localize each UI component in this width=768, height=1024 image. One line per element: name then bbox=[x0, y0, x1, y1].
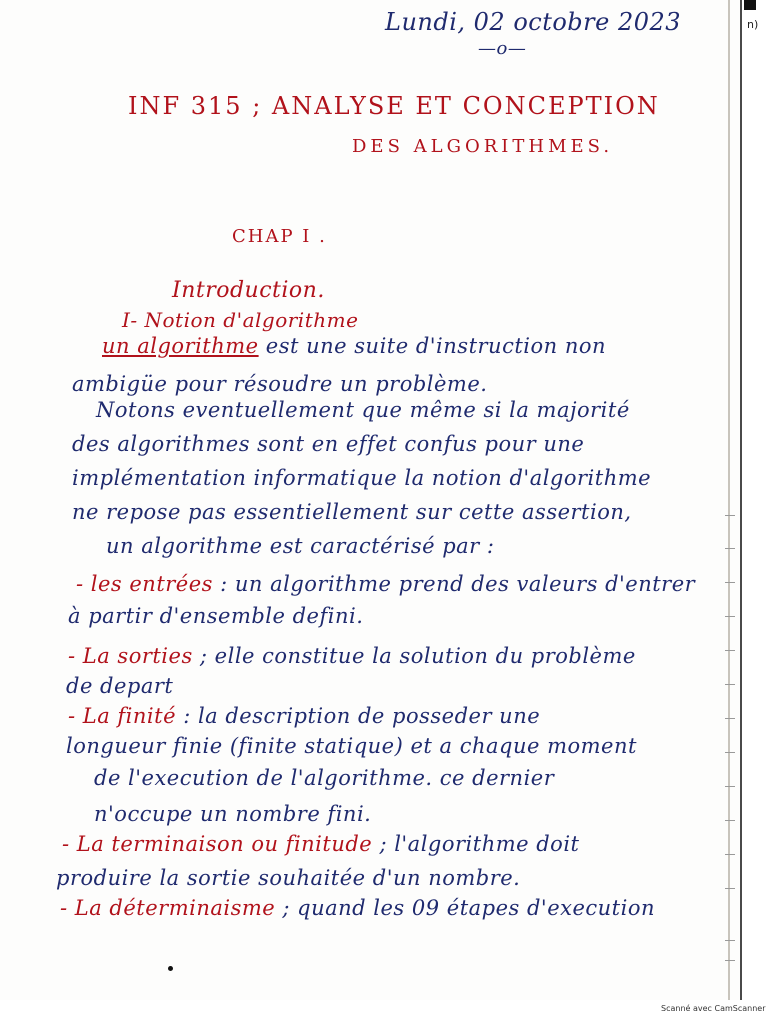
margin-line bbox=[728, 0, 730, 1000]
characteristic-text: ; elle constitue la solution du problème bbox=[199, 644, 636, 668]
ink-dot bbox=[168, 966, 173, 971]
characteristic-text: ; quand les 09 étapes d'execution bbox=[282, 896, 655, 920]
definition-line1 bbox=[102, 334, 606, 358]
chapter-heading: CHAP I . bbox=[232, 226, 327, 247]
section-notion: I- Notion d'algorithme bbox=[122, 308, 359, 332]
definition-term: un algorithme bbox=[102, 334, 259, 358]
characteristic-line bbox=[68, 644, 636, 668]
characteristic-text: ; l'algorithme doit bbox=[379, 832, 580, 856]
paragraph-line: Notons eventuellement que même si la majorité bbox=[96, 398, 630, 422]
course-title-line2: DES ALGORITHMES. bbox=[352, 136, 614, 157]
scan-edge bbox=[744, 0, 768, 1024]
characteristic-text: : un algorithme prend des valeurs d'entrer bbox=[220, 572, 696, 596]
corner-text: n) bbox=[747, 18, 759, 31]
characteristic-term: - La déterminaisme bbox=[60, 896, 276, 920]
characteristic-text: : la description de posseder une bbox=[183, 704, 541, 728]
page-edge-line bbox=[740, 0, 742, 1000]
characteristic-line bbox=[62, 832, 579, 856]
definition-rest: est une suite d'instruction non bbox=[265, 334, 607, 358]
date-mark: —o— bbox=[478, 38, 527, 59]
paragraph-line: implémentation informatique la notion d'algorithme bbox=[72, 466, 652, 490]
characteristic-term: - les entrées bbox=[76, 572, 213, 596]
paragraph-line: ne repose pas essentiellement sur cette assertion, bbox=[72, 500, 632, 524]
characteristic-line bbox=[68, 704, 540, 728]
characteristic-line: de depart bbox=[66, 674, 174, 698]
characteristic-term: - La sorties bbox=[68, 644, 193, 668]
characteristic-line: de l'execution de l'algorithme. ce dernier bbox=[94, 766, 555, 790]
characteristic-term: - La finité bbox=[68, 704, 177, 728]
course-title: INF 315 ; ANALYSE ET CONCEPTION bbox=[128, 92, 660, 120]
paragraph-line: un algorithme est caractérisé par : bbox=[106, 534, 495, 558]
characteristic-line bbox=[60, 896, 655, 920]
characteristic-line: n'occupe un nombre fini. bbox=[94, 802, 372, 826]
characteristic-line: longueur finie (finite statique) et a chaque moment bbox=[66, 734, 637, 758]
section-introduction: Introduction. bbox=[172, 278, 325, 303]
definition-line2: ambigüe pour résoudre un problème. bbox=[72, 372, 488, 396]
characteristic-term: - La terminaison ou finitude bbox=[62, 832, 373, 856]
scanner-watermark: Scanné avec CamScanner bbox=[661, 1004, 766, 1013]
characteristic-line: produire la sortie souhaitée d'un nombre. bbox=[56, 866, 521, 890]
characteristic-line: à partir d'ensemble defini. bbox=[68, 604, 364, 628]
date: Lundi, 02 octobre 2023 bbox=[385, 8, 682, 36]
paragraph-line: des algorithmes sont en effet confus pour une bbox=[72, 432, 585, 456]
corner-mark bbox=[744, 0, 756, 10]
characteristic-line bbox=[76, 572, 695, 596]
